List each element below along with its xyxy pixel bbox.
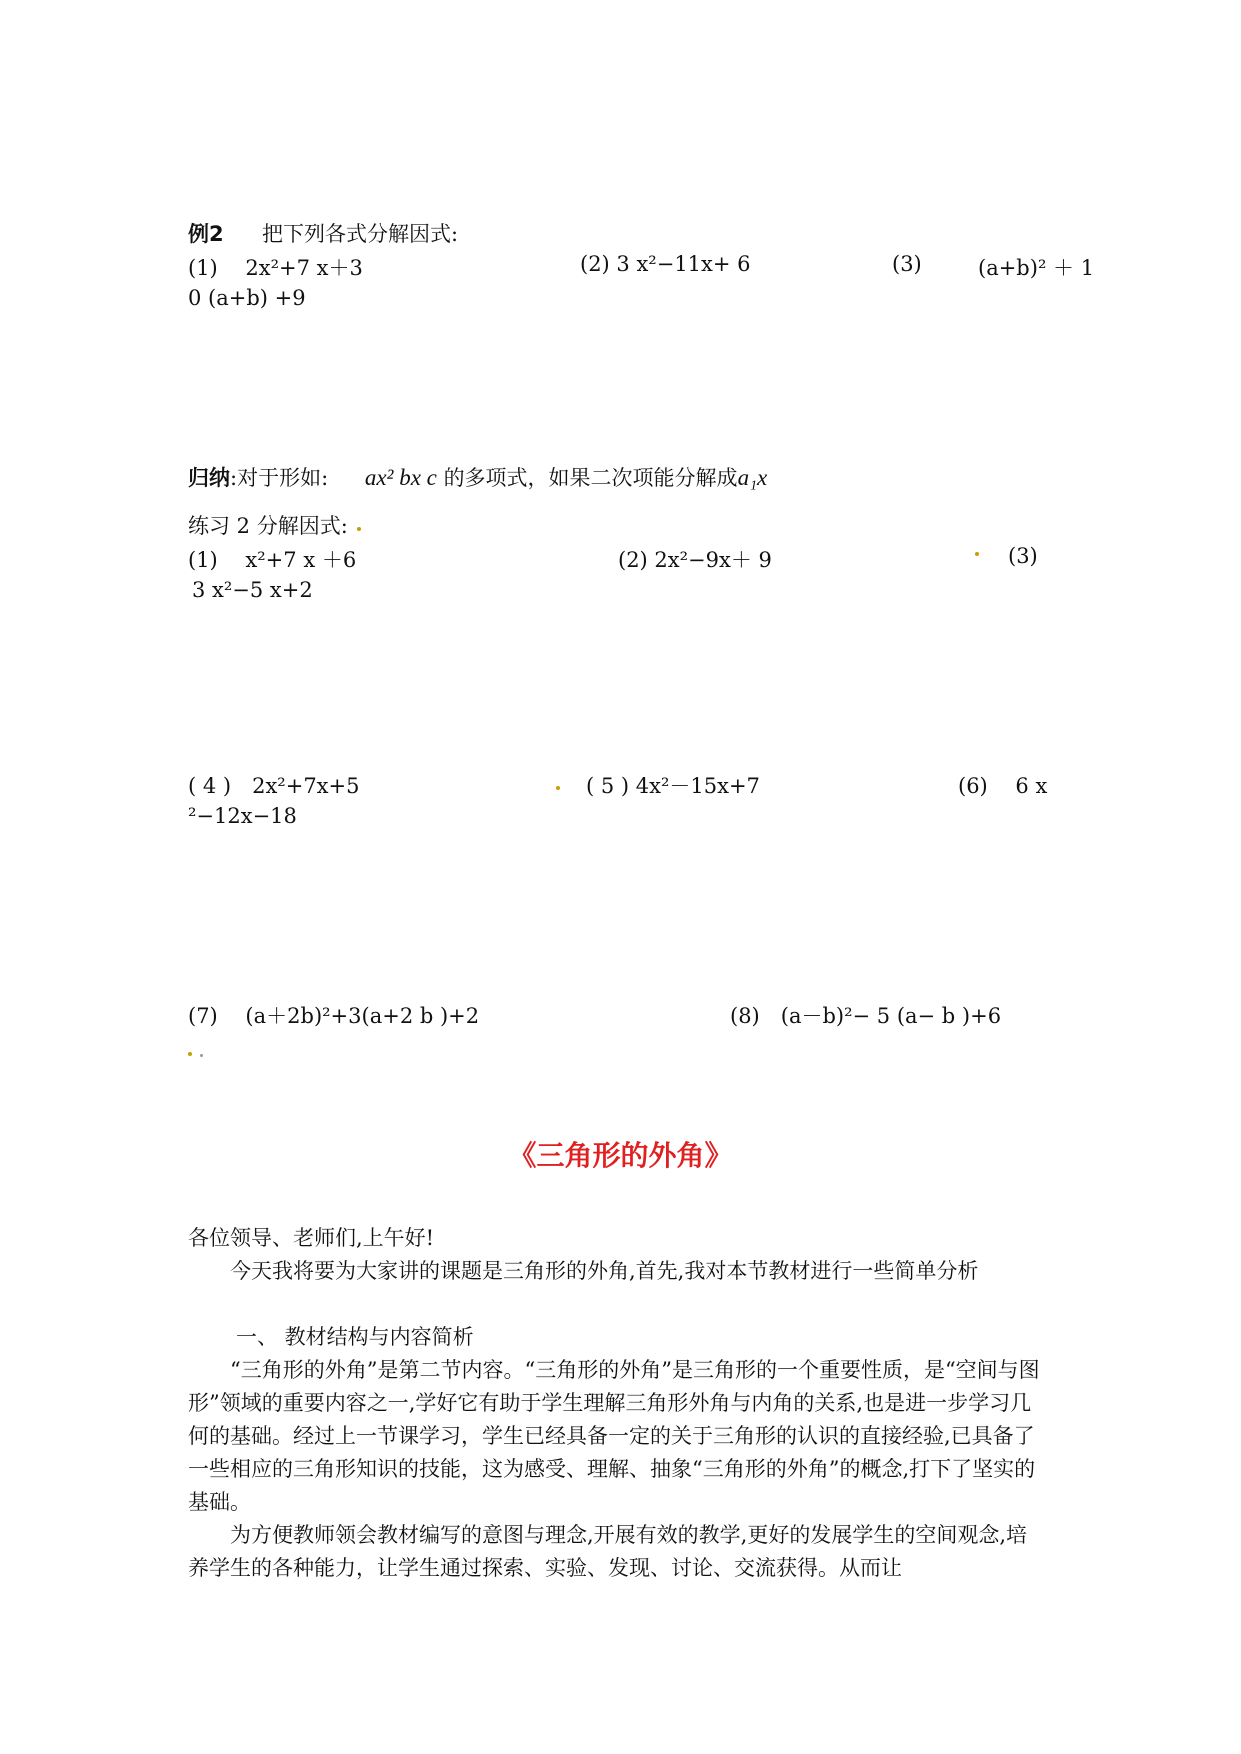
practice-item-6: (6) 6 x [958, 774, 1048, 798]
greeting: 各位领导、老师们,上午好! [188, 1226, 435, 1250]
intro-paragraph: 今天我将要为大家讲的课题是三角形的外角,首先,我对本节教材进行一些简单分析 [230, 1259, 979, 1283]
practice-item-7: (7) (a＋2b)²+3(a+2 b )+2 [188, 1004, 480, 1028]
summary-line [188, 462, 767, 492]
summary-label: 归纳 [188, 466, 230, 490]
summary-text-after: 的多项式，如果二次项能分解成 [443, 466, 738, 490]
paragraph-1: “三角形的外角”是第二节内容。“三角形的外角”是三角形的一个重要性质，是“空间与图形”领域的重要内容之一,学好它有助于学生理解三角形外角与内角的关系,也是进一步学习几何的基础。经过上一节课学习，学生已经具备一定的关于三角形的认识的直接经验,已具备了一些相应的三角形知识的技能，这为感受、理解、抽象“三角形的外角”的概念,打下了坚实的基础。 [188, 1358, 1040, 1514]
practice-item-8: (8) (a－b)²− 5 (a− b )+6 [730, 1004, 1002, 1028]
paragraph-2: 为方便教师领会教材编写的意图与理念,开展有效的教学,更好的发展学生的空间观念,培养学生的各种能力，让学生通过探索、实验、发现、讨论、交流获得。从而让 [188, 1523, 1028, 1580]
marker-dot [188, 1052, 192, 1056]
example-item-1: (1) 2x²+7 x＋3 [188, 256, 363, 280]
section-heading: 一、 教材结构与内容简析 [236, 1325, 474, 1349]
lesson-title: 《三角形的外角》 [508, 1139, 733, 1172]
marker-dot [200, 1054, 203, 1057]
marker-dot [975, 552, 979, 556]
practice-item-6-cont: ²−12x−18 [188, 804, 297, 828]
marker-dot [357, 527, 361, 531]
example-label: 例2 [188, 222, 224, 246]
practice-item-5: ( 5 ) 4x²－15x+7 [586, 774, 760, 798]
example-item-3-cont: 0 (a+b) +9 [188, 286, 306, 310]
summary-formula-tail: a₁x [737, 465, 768, 490]
summary-formula: ax² bx c [364, 465, 437, 490]
practice-item-1: (1) x²+7 x ＋6 [188, 548, 357, 572]
summary-text-before: :对于形如: [230, 466, 329, 490]
practice-item-3: 3 x²−5 x+2 [192, 578, 313, 602]
example-item-3: (a+b)² ＋ 1 [978, 256, 1095, 280]
practice-item-4: ( 4 ) 2x²+7x+5 [188, 774, 360, 798]
practice-heading: 练习 2 分解因式: [188, 514, 348, 538]
example-item-3-label: (3) [892, 252, 922, 276]
practice-item-2: (2) 2x²−9x＋ 9 [618, 548, 772, 572]
example-item-2: (2) 3 x²−11x+ 6 [580, 252, 751, 276]
marker-dot [556, 786, 560, 790]
example-instruction: 把下列各式分解因式: [262, 222, 459, 246]
practice-item-3-label: (3) [1008, 544, 1038, 568]
